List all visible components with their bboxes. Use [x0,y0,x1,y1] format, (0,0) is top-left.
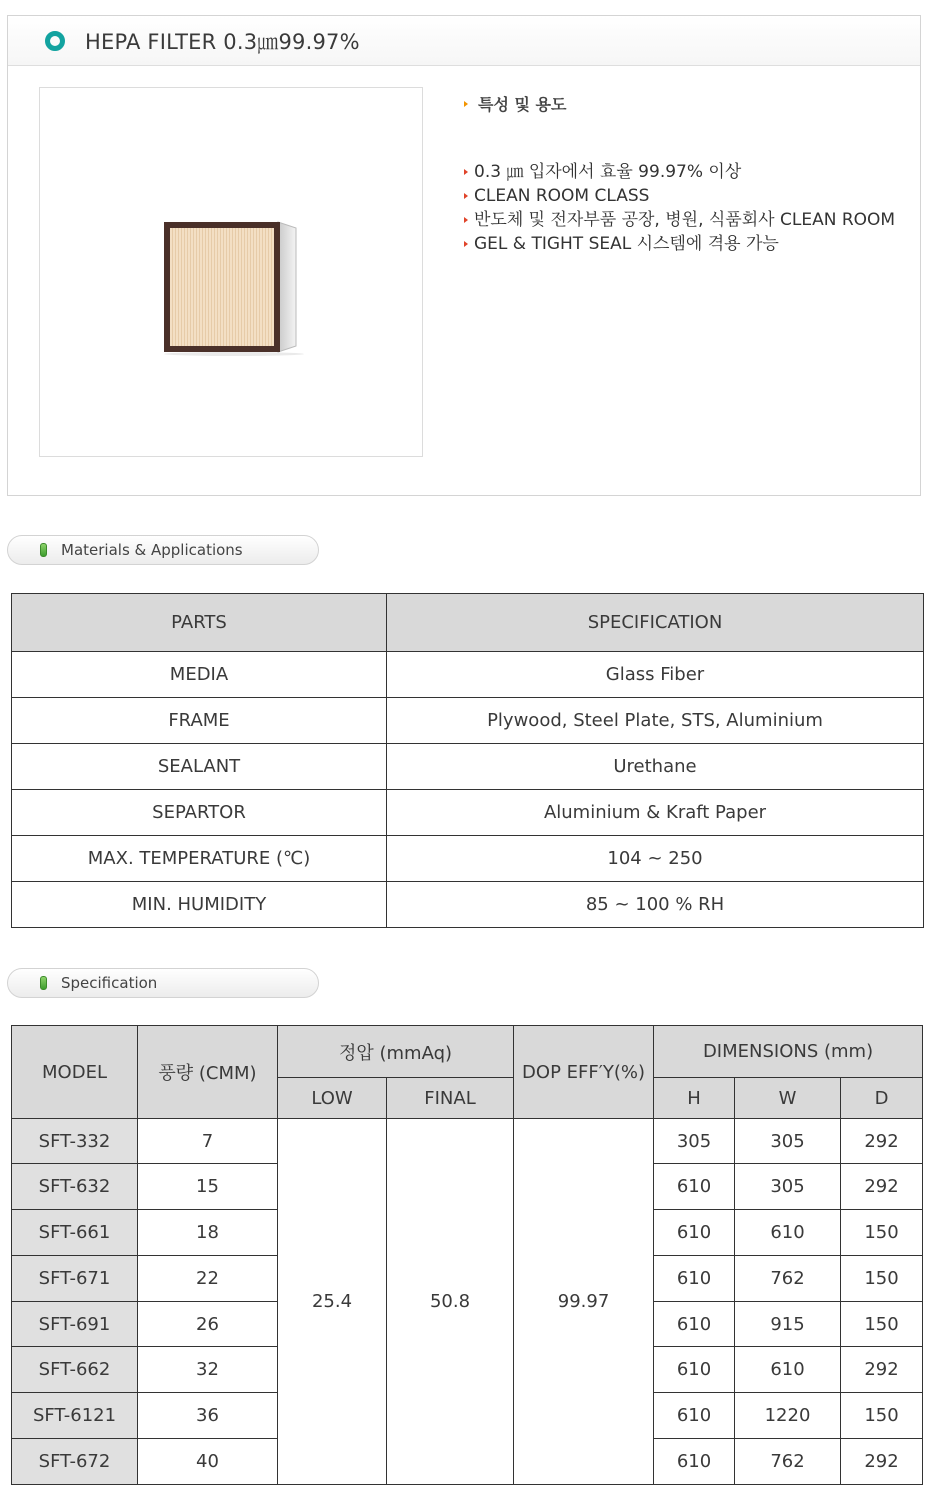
column-header-dimensions: DIMENSIONS (mm) [654,1026,923,1078]
table-row [12,836,924,882]
depth-cell: 292 [841,1164,923,1210]
specification-table [11,1025,923,1485]
width-cell: 762 [735,1439,841,1485]
column-header-final: FINAL [387,1078,514,1119]
product-title: HEPA FILTER 0.3㎛99.97% [85,29,360,54]
ring-bullet-icon [45,31,65,51]
depth-cell: 150 [841,1210,923,1256]
part-cell: MAX. TEMPERATURE (℃) [12,836,387,882]
arrow-bullet-icon [464,217,468,223]
part-cell: MEDIA [12,652,387,698]
low-pressure-cell: 25.4 [278,1119,387,1485]
spec-cell: Urethane [387,744,924,790]
width-cell: 1220 [735,1393,841,1439]
column-header-low: LOW [278,1078,387,1119]
model-cell: SFT-661 [12,1210,138,1256]
column-header-model: MODEL [12,1026,138,1119]
height-cell: 610 [654,1393,735,1439]
flow-cell: 40 [138,1439,278,1485]
green-capsule-icon [40,543,47,557]
column-header-dop: DOP EFF′Y(%) [514,1026,654,1119]
model-cell: SFT-672 [12,1439,138,1485]
arrow-bullet-icon [464,241,468,247]
depth-cell: 150 [841,1393,923,1439]
table-header-row [12,1026,923,1078]
model-cell: SFT-662 [12,1347,138,1393]
flow-cell: 22 [138,1256,278,1302]
product-photo [39,87,423,457]
depth-cell: 150 [841,1302,923,1347]
column-header-h: H [654,1078,735,1119]
table-row [12,790,924,836]
spec-cell: 85 ~ 100 % RH [387,882,924,928]
column-header-flow: 풍량 (CMM) [138,1026,278,1119]
column-header-w: W [735,1078,841,1119]
part-cell: SEPARTOR [12,790,387,836]
product-panel [7,15,921,496]
table-row [12,698,924,744]
table-header-row [12,594,924,652]
flow-cell: 26 [138,1302,278,1347]
model-cell: SFT-632 [12,1164,138,1210]
spec-cell: Plywood, Steel Plate, STS, Aluminium [387,698,924,744]
width-cell: 305 [735,1164,841,1210]
height-cell: 305 [654,1119,735,1164]
arrow-bullet-icon [464,193,468,199]
width-cell: 610 [735,1210,841,1256]
flow-cell: 36 [138,1393,278,1439]
depth-cell: 292 [841,1119,923,1164]
width-cell: 915 [735,1302,841,1347]
model-cell: SFT-6121 [12,1393,138,1439]
spec-cell: Aluminium & Kraft Paper [387,790,924,836]
list-item: CLEAN ROOM CLASS [464,184,895,208]
height-cell: 610 [654,1347,735,1393]
table-row [12,652,924,698]
spec-cell: 104 ~ 250 [387,836,924,882]
column-header-d: D [841,1078,923,1119]
list-item: GEL & TIGHT SEAL 시스템에 격용 가능 [464,232,895,256]
flow-cell: 15 [138,1164,278,1210]
part-cell: SEALANT [12,744,387,790]
part-cell: FRAME [12,698,387,744]
flow-cell: 7 [138,1119,278,1164]
model-cell: SFT-671 [12,1256,138,1302]
model-cell: SFT-332 [12,1119,138,1164]
hepa-filter-image [160,218,308,358]
width-cell: 762 [735,1256,841,1302]
depth-cell: 292 [841,1439,923,1485]
model-cell: SFT-691 [12,1302,138,1347]
depth-cell: 150 [841,1256,923,1302]
flow-cell: 32 [138,1347,278,1393]
materials-section-header: Materials & Applications [7,535,319,565]
column-header: PARTS [12,594,387,652]
height-cell: 610 [654,1256,735,1302]
dop-cell: 99.97 [514,1119,654,1485]
arrow-bullet-icon [464,101,468,107]
flow-cell: 18 [138,1210,278,1256]
green-capsule-icon [40,976,47,990]
depth-cell: 292 [841,1347,923,1393]
panel-header [8,16,920,66]
column-header-pressure: 정압 (mmAq) [278,1026,514,1078]
table-row [12,1119,923,1164]
height-cell: 610 [654,1302,735,1347]
table-row [12,882,924,928]
spec-cell: Glass Fiber [387,652,924,698]
list-item: 0.3 ㎛ 입자에서 효율 99.97% 이상 [464,160,895,184]
features-list [464,160,895,256]
materials-table [11,593,924,928]
height-cell: 610 [654,1439,735,1485]
column-header: SPECIFICATION [387,594,924,652]
table-row [12,744,924,790]
features-title: 특성 및 용도 [464,92,566,115]
arrow-bullet-icon [464,169,468,175]
final-pressure-cell: 50.8 [387,1119,514,1485]
list-item: 반도체 및 전자부품 공장, 병원, 식품회사 CLEAN ROOM [464,208,895,232]
height-cell: 610 [654,1210,735,1256]
height-cell: 610 [654,1164,735,1210]
part-cell: MIN. HUMIDITY [12,882,387,928]
specification-section-header: Specification [7,968,319,998]
width-cell: 305 [735,1119,841,1164]
width-cell: 610 [735,1347,841,1393]
